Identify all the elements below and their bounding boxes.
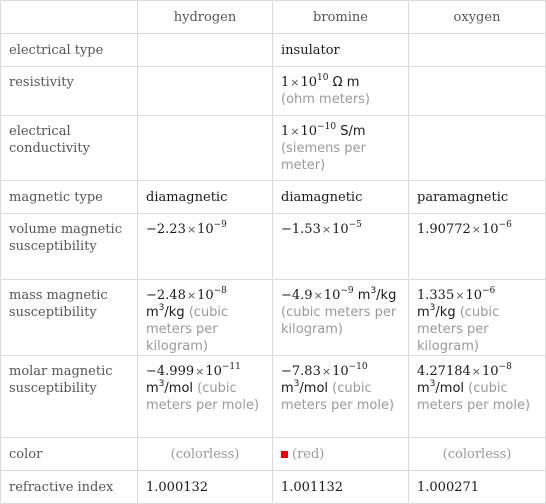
unit: Ω m (332, 75, 360, 90)
times-sign: × (195, 365, 205, 378)
cell-bromine (273, 214, 409, 280)
cell-oxygen (409, 67, 546, 116)
cell-oxygen (409, 356, 546, 438)
unit-denominator: /kg (376, 288, 397, 303)
exponent: −8 (498, 361, 512, 372)
cell-hydrogen: (colorless) (138, 438, 273, 471)
power-base: 10 (300, 75, 318, 90)
row-color (1, 438, 546, 471)
row-label: volume magnetic susceptibility (1, 214, 138, 280)
cell-oxygen (409, 34, 546, 67)
power-base: 10 (481, 222, 499, 237)
cell-bromine (273, 438, 409, 471)
unit-note: (cubic meters per mole) (281, 381, 395, 413)
unit: S/m (340, 124, 366, 139)
color-swatch (281, 451, 288, 458)
unit-base: m (357, 288, 371, 303)
cell-hydrogen (138, 356, 273, 438)
mantissa: 1.335 (417, 288, 455, 303)
row-resistivity (1, 67, 546, 116)
unit-exponent: 3 (158, 302, 165, 313)
cell-hydrogen (138, 34, 273, 67)
unit-note: (cubic meters per mole) (417, 381, 531, 413)
mantissa: −4.999 (146, 364, 195, 379)
cell-oxygen (409, 116, 546, 181)
unit-denominator: /mol (299, 381, 329, 396)
unit-denominator: /kg (435, 305, 456, 320)
cell-hydrogen (138, 116, 273, 181)
power-base: 10 (332, 222, 349, 237)
row-label: magnetic type (1, 181, 138, 214)
times-sign: × (290, 125, 300, 138)
mantissa: −2.48 (146, 288, 186, 303)
header-blank-cell (1, 1, 138, 34)
unit-base: m (417, 381, 430, 396)
row-magnetic-type (1, 181, 546, 214)
mantissa: 1.90772 (417, 222, 471, 237)
row-label: electrical conductivity (1, 116, 138, 181)
unit-base: m (417, 305, 430, 320)
unit (146, 302, 185, 320)
unit-exponent: 3 (429, 378, 436, 389)
unit-note: (cubic meters per mole) (146, 381, 260, 413)
row-label: resistivity (1, 67, 138, 116)
unit (146, 378, 194, 396)
color-name: (red) (292, 446, 325, 462)
times-sign: × (186, 223, 197, 236)
mantissa: 4.27184 (417, 364, 471, 379)
unit-base: m (281, 381, 294, 396)
exponent: −11 (221, 361, 241, 372)
unit-denominator: /kg (164, 305, 185, 320)
cell-hydrogen: 1.000132 (138, 471, 273, 504)
unit-base: m (146, 305, 159, 320)
times-sign: × (471, 365, 481, 378)
row-label: color (1, 438, 138, 471)
cell-bromine (273, 67, 409, 116)
row-electrical-type (1, 34, 546, 67)
times-sign: × (455, 289, 465, 302)
cell-hydrogen (138, 214, 273, 280)
times-sign: × (321, 223, 332, 236)
times-sign: × (290, 76, 300, 89)
power-base: 10 (197, 288, 214, 303)
exponent: −8 (213, 285, 227, 296)
cell-oxygen: (colorless) (409, 438, 546, 471)
mantissa: −2.23 (146, 222, 186, 237)
row-refractive-index (1, 471, 546, 504)
mantissa: −7.83 (281, 364, 321, 379)
unit-denominator: /mol (164, 381, 194, 396)
cell-hydrogen (138, 280, 273, 356)
cell-oxygen: paramagnetic (409, 181, 546, 214)
row-molar-susceptibility (1, 356, 546, 438)
power-base: 10 (481, 364, 499, 379)
exponent: −9 (213, 219, 227, 230)
exponent: −5 (348, 219, 362, 230)
column-header-hydrogen: hydrogen (138, 1, 273, 34)
power-base: 10 (300, 124, 318, 139)
row-label: refractive index (1, 471, 138, 504)
unit-exponent: 3 (429, 302, 436, 313)
times-sign: × (313, 289, 323, 302)
power-base: 10 (197, 222, 214, 237)
row-volume-susceptibility (1, 214, 546, 280)
unit-exponent: 3 (370, 285, 377, 296)
cell-hydrogen: diamagnetic (138, 181, 273, 214)
cell-bromine: insulator (273, 34, 409, 67)
unit (357, 285, 397, 303)
mantissa: 1 (281, 124, 290, 139)
cell-bromine (273, 356, 409, 438)
power-base: 10 (323, 288, 341, 303)
cell-oxygen: 1.000271 (409, 471, 546, 504)
cell-bromine: 1.001132 (273, 471, 409, 504)
power-base: 10 (205, 364, 222, 379)
power-base: 10 (332, 364, 349, 379)
unit (417, 302, 456, 320)
row-electrical-conductivity (1, 116, 546, 181)
unit-note: (cubic meters per kilogram) (146, 305, 229, 354)
cell-bromine (273, 116, 409, 181)
row-label: mass magnetic susceptibility (1, 280, 138, 356)
exponent: −9 (340, 285, 354, 296)
row-mass-susceptibility (1, 280, 546, 356)
header-row (1, 1, 546, 34)
mantissa: −1.53 (281, 222, 321, 237)
times-sign: × (471, 223, 481, 236)
unit-note: (cubic meters per kilogram) (281, 305, 397, 337)
power-base: 10 (465, 288, 482, 303)
unit (417, 378, 465, 396)
column-header-bromine: bromine (273, 1, 409, 34)
exponent: −10 (317, 121, 337, 132)
cell-oxygen (409, 214, 546, 280)
row-label: molar magnetic susceptibility (1, 356, 138, 438)
unit-note: (siemens per meter) (281, 141, 366, 173)
mantissa: 1 (281, 75, 290, 90)
exponent: 10 (317, 72, 329, 83)
exponent: −10 (348, 361, 368, 372)
unit-note: (cubic meters per kilogram) (417, 305, 500, 354)
mantissa: −4.9 (281, 288, 313, 303)
unit-exponent: 3 (293, 378, 300, 389)
unit-denominator: /mol (435, 381, 465, 396)
cell-oxygen (409, 280, 546, 356)
unit-exponent: 3 (158, 378, 165, 389)
column-header-oxygen: oxygen (409, 1, 546, 34)
exponent: −6 (481, 285, 496, 296)
cell-bromine (273, 280, 409, 356)
unit (281, 378, 329, 396)
unit-base: m (146, 381, 159, 396)
exponent: −6 (498, 219, 512, 230)
times-sign: × (321, 365, 332, 378)
row-label: electrical type (1, 34, 138, 67)
times-sign: × (186, 289, 197, 302)
cell-bromine: diamagnetic (273, 181, 409, 214)
unit-note: (ohm meters) (281, 92, 371, 107)
cell-hydrogen (138, 67, 273, 116)
